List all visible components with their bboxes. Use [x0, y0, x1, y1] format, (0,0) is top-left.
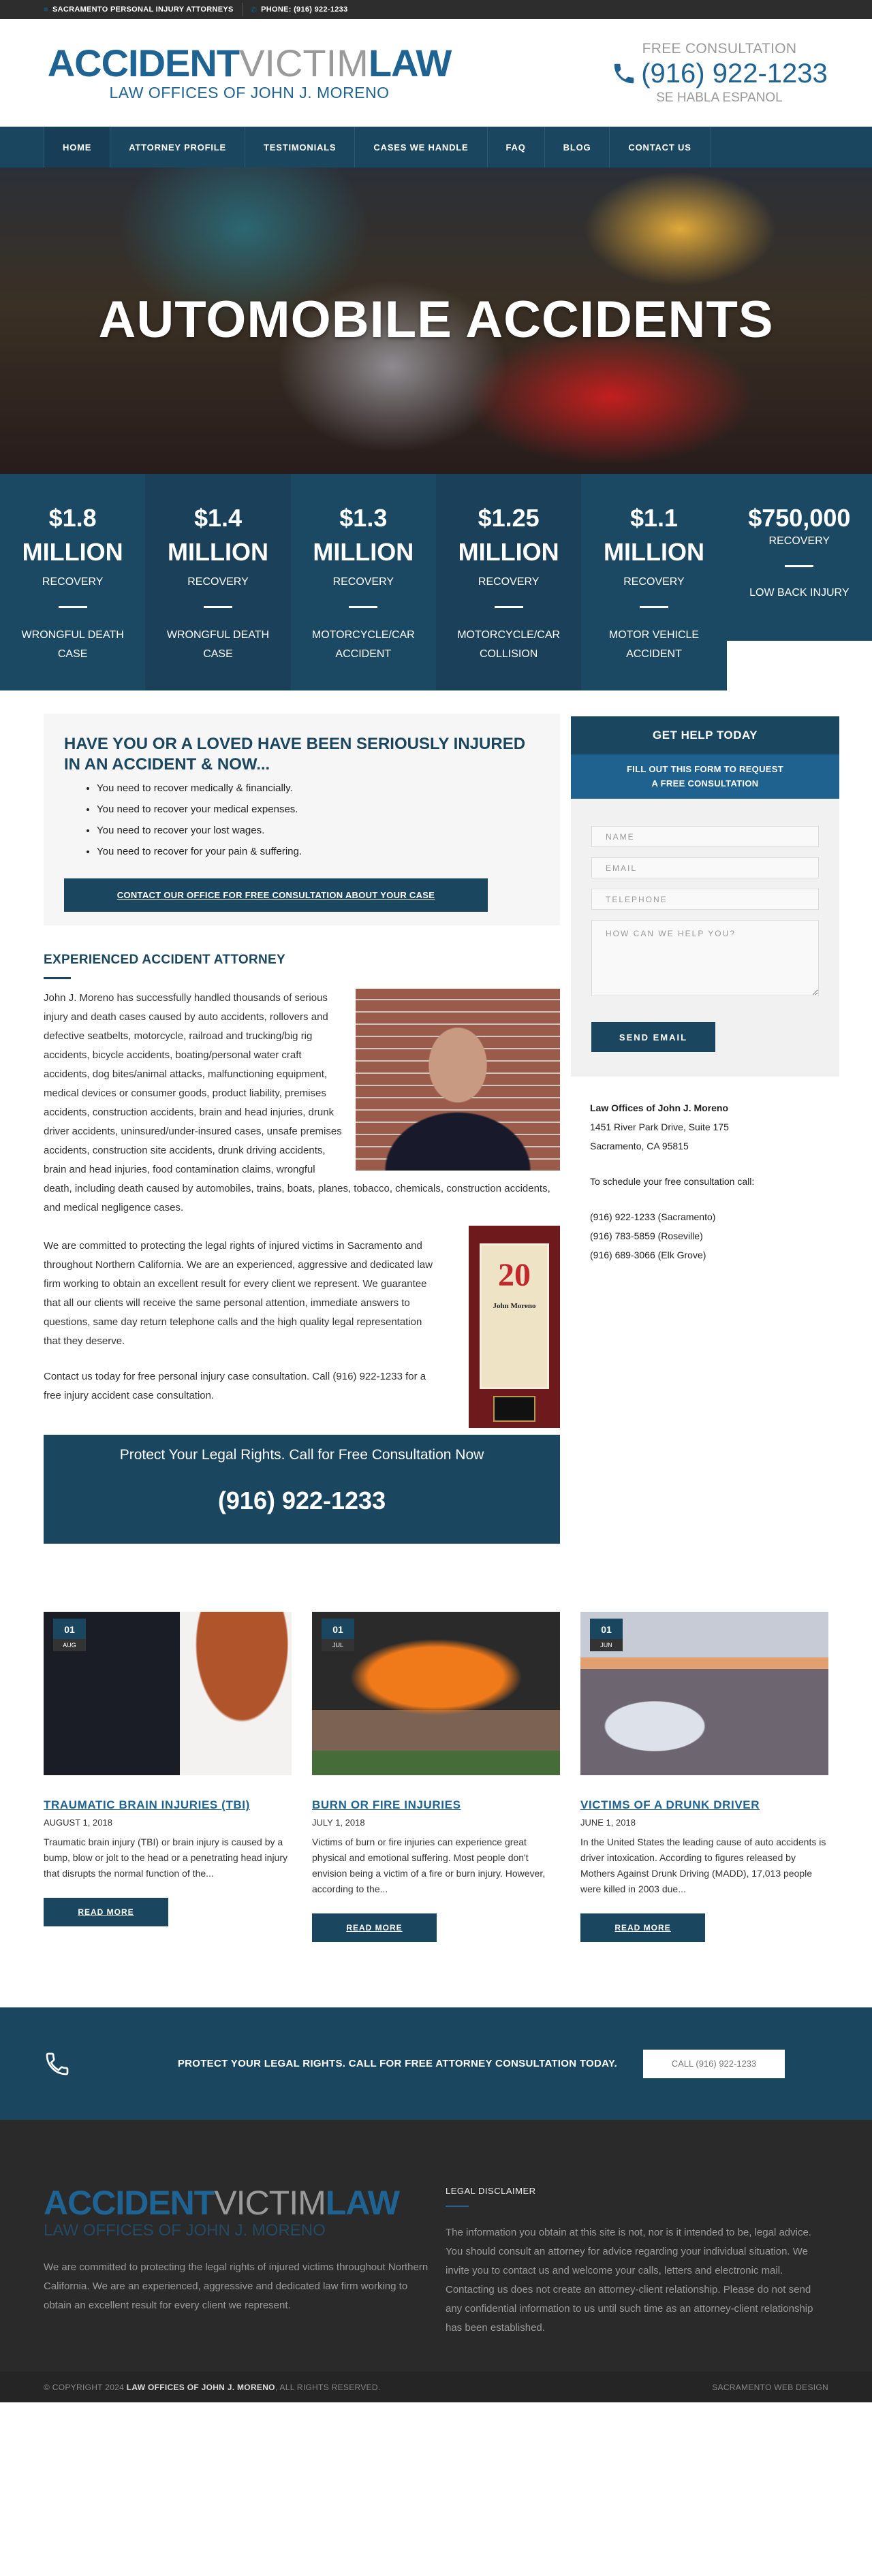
call-box-text: Protect Your Legal Rights. Call for Free Consultation Now — [119, 1447, 484, 1463]
read-more-button[interactable]: READ MORE — [312, 1913, 437, 1942]
experience-paragraph: John J. Moreno has successfully handled thousands of serious injury and death cases caused by auto accidents, rollovers and defective seatbelts, motorcycle, railroad and trucking/big rig accidents, bicycle accidents, boating/personal water craft accidents, dog bites/animal attacks, malfunctioning equipment, medical devices or consumer goods, product liability, premises accidents, construction accidents, brain and head injuries, drunk driver accidents, uninsured/under-insured cases, unsafe premises accidents, construction site accidents, drunk driving accidents, brain and head injuries, food contamination claims, wrongful death, including death caused by automobiles, trains, boats, planes, tobacco, chemicals, construction accidents, and medical negligence cases. — [44, 992, 550, 1213]
stat-case: ACCIDENT — [335, 648, 392, 660]
spacer — [590, 1191, 820, 1207]
date-day: 01 — [590, 1619, 623, 1639]
stat-unit: MILLION — [313, 538, 414, 566]
stat-unit: MILLION — [168, 538, 268, 566]
stat-amount: $1.8 — [48, 504, 97, 532]
stat-amount: $1.25 — [478, 504, 540, 532]
nav-faq[interactable]: FAQ — [487, 127, 544, 168]
stat-divider — [785, 565, 813, 567]
list-item: • You need to recover your lost wages. — [97, 820, 540, 841]
office-name: Law Offices of John J. Moreno — [590, 1102, 729, 1113]
disclaimer-title: LEGAL DISCLAIMER — [446, 2186, 536, 2196]
commitment-paragraph: We are committed to protecting the legal rights of injured victims in Sacramento and throughout Northern California. We are an experienced, aggressive and dedicated law firm working to obtain an excellent result for every client we represent. We guarantee that all our clients will receive the same personal attention, immediate answers to questions, same day return telephone calls and the high quality legal representation that they deserve. — [44, 1240, 433, 1347]
web-design-credit-link[interactable]: SACRAMENTO WEB DESIGN — [712, 2382, 828, 2392]
date-day: 01 — [322, 1619, 354, 1639]
consultation-form — [571, 799, 839, 1077]
office-city: Sacramento, CA 95815 — [590, 1141, 689, 1151]
footer-logo-wordmark — [44, 2186, 432, 2220]
copyright-prefix: © COPYRIGHT 2024 — [44, 2382, 127, 2392]
blog-date: JUNE 1, 2018 — [580, 1817, 636, 1828]
stat-amount: $1.3 — [339, 504, 388, 532]
phone-icon — [44, 2050, 71, 2078]
blog-title[interactable]: TRAUMATIC BRAIN INJURIES (TBI) — [44, 1798, 250, 1811]
divider — [242, 3, 243, 16]
copyright-name[interactable]: LAW OFFICES OF JOHN J. MORENO — [126, 2382, 275, 2392]
blog-date: AUGUST 1, 2018 — [44, 1817, 112, 1828]
stat-label: RECOVERY — [768, 535, 830, 547]
email-input[interactable] — [591, 857, 819, 878]
free-consultation-label: FREE CONSULTATION — [642, 40, 797, 57]
stat-case: ACCIDENT — [626, 648, 682, 660]
stat-unit: MILLION — [458, 538, 559, 566]
recovery-stats — [0, 474, 872, 690]
logo-victim: VICTIM — [214, 2184, 326, 2222]
award-plaque-image — [469, 1226, 560, 1428]
cta-band — [0, 2007, 872, 2120]
site-logo[interactable] — [45, 41, 454, 102]
contact-paragraph: Contact us today for free personal injury case consultation. Call (916) 922-1233 for a free injury accident case consultation. — [44, 1371, 426, 1401]
spanish-label: SE HABLA ESPANOL — [656, 90, 783, 105]
list-item: • You need to recover your medical expenses. — [97, 799, 540, 820]
telephone-input[interactable] — [591, 889, 819, 910]
spacer — [590, 1156, 820, 1172]
building-icon: ■ — [44, 5, 48, 14]
footer-logo[interactable] — [44, 2186, 432, 2240]
footer-disclaimer — [446, 2186, 827, 2372]
experience-heading: EXPERIENCED ACCIDENT ATTORNEY — [44, 953, 285, 967]
blog-card — [580, 1612, 828, 1942]
list-item: • You need to recover for your pain & suffering. — [97, 841, 540, 862]
top-bar — [0, 0, 872, 19]
stat-divider — [349, 606, 377, 608]
call-box-phone[interactable]: (916) 922-1233 — [217, 1486, 386, 1514]
stat-label: RECOVERY — [187, 576, 249, 588]
blog-excerpt: Victims of burn or fire injuries can experience great physical and emotional suffering. Most people don't envision being a victim of a fire or burn injury. However, according to the... — [312, 1836, 546, 1894]
phone-item[interactable] — [251, 5, 348, 14]
site-header — [0, 19, 872, 127]
stat-case: CASE — [203, 648, 233, 660]
date-day: 01 — [53, 1619, 86, 1639]
intro-box — [44, 714, 560, 925]
experience-section — [44, 953, 560, 1544]
award-number: 20 — [498, 1257, 531, 1293]
stat-card — [436, 474, 581, 690]
date-month: JUN — [590, 1639, 623, 1651]
logo-subtitle: LAW OFFICES OF JOHN J. MORENO — [109, 83, 390, 101]
stat-card — [727, 474, 872, 641]
schedule-text: To schedule your free consultation call: — [590, 1176, 755, 1187]
blog-title[interactable]: VICTIMS OF A DRUNK DRIVER — [580, 1798, 760, 1811]
nav-testimonials[interactable]: TESTIMONIALS — [245, 127, 354, 168]
main-nav — [0, 127, 872, 168]
stat-case: WRONGFUL DEATH — [166, 629, 270, 641]
left-column — [44, 716, 560, 1544]
office-info — [571, 1077, 839, 1286]
logo-accident: ACCIDENT — [47, 41, 240, 84]
message-textarea[interactable] — [591, 920, 819, 996]
read-more-button[interactable]: READ MORE — [580, 1913, 705, 1942]
date-badge — [322, 1619, 354, 1651]
footer-about-text: We are committed to protecting the legal rights of injured victims throughout Northern California. We are an experienced, aggressive and dedicated law firm working to obtain an excellent result for every client we represent. — [44, 2261, 429, 2311]
stat-case: LOW BACK INJURY — [749, 587, 850, 599]
logo-wordmark — [47, 41, 452, 84]
logo-law: LAW — [368, 41, 452, 84]
nav-cases-we-handle[interactable]: CASES WE HANDLE — [354, 127, 486, 168]
heading-underline — [446, 2206, 469, 2207]
stat-case: WRONGFUL DEATH — [21, 629, 124, 641]
blog-excerpt: Traumatic brain injury (TBI) or brain injury is caused by a bump, blow or jolt to the head or a penetrating head injury that disrupts the normal function of the... — [44, 1836, 288, 1879]
stat-amount: $750,000 — [748, 504, 851, 532]
form-subtitle-line: A FREE CONSULTATION — [651, 778, 759, 789]
stat-divider — [204, 606, 232, 608]
main-content — [0, 690, 872, 1544]
read-more-button[interactable]: READ MORE — [44, 1898, 168, 1926]
call-box — [44, 1435, 560, 1544]
hero-title: AUTOMOBILE ACCIDENTS — [98, 291, 774, 349]
office-address: 1451 River Park Drive, Suite 175 — [590, 1122, 729, 1132]
blog-excerpt: In the United States the leading cause of auto accidents is driver intoxication. According to figures released by Mothers Against Drunk Driving (MADD), 17,013 people were killed in 2003 due... — [580, 1836, 826, 1894]
stat-card — [581, 474, 726, 690]
nav-attorney-profile[interactable]: ATTORNEY PROFILE — [110, 127, 245, 168]
phone-icon — [611, 59, 637, 88]
blog-image[interactable] — [580, 1612, 828, 1775]
phone-roseville[interactable]: (916) 783-5859 (Roseville) — [590, 1230, 703, 1241]
stat-case: MOTOR VEHICLE — [608, 629, 700, 641]
hero-banner — [0, 168, 872, 474]
header-contact — [610, 41, 828, 106]
stat-card — [291, 474, 436, 690]
date-month: AUG — [53, 1639, 86, 1651]
stat-case: COLLISION — [479, 648, 538, 660]
tagline-text: SACRAMENTO PERSONAL INJURY ATTORNEYS — [52, 5, 234, 14]
form-title: GET HELP TODAY — [571, 716, 839, 754]
intro-heading: HAVE YOU OR A LOVED HAVE BEEN SERIOUSLY INJURED IN AN ACCIDENT & NOW... — [64, 735, 526, 774]
footer-logo-subtitle: LAW OFFICES OF JOHN J. MORENO — [44, 2221, 326, 2240]
award-certificate — [480, 1243, 549, 1389]
footer-about — [44, 2186, 432, 2372]
header-phone[interactable] — [610, 59, 828, 89]
stat-card — [145, 474, 290, 690]
logo-law: LAW — [325, 2184, 399, 2222]
stat-case: MOTORCYCLE/CAR — [311, 629, 415, 641]
blog-date: JULY 1, 2018 — [312, 1817, 365, 1828]
stat-card — [0, 474, 145, 690]
site-footer — [0, 2120, 872, 2372]
blog-card — [44, 1612, 292, 1942]
logo-victim: VICTIM — [239, 41, 369, 84]
stat-amount: $1.1 — [629, 504, 679, 532]
phone-elk-grove[interactable]: (916) 689-3066 (Elk Grove) — [590, 1250, 706, 1260]
form-subtitle — [571, 754, 839, 799]
nav-home[interactable]: HOME — [44, 127, 110, 168]
call-button[interactable]: CALL (916) 922-1233 — [643, 2050, 785, 2078]
list-item: • You need to recover medically & financially. — [97, 778, 540, 799]
blog-card — [312, 1612, 560, 1942]
blog-image[interactable] — [44, 1612, 292, 1775]
stat-label: RECOVERY — [478, 576, 540, 588]
attorney-photo — [356, 989, 560, 1171]
copyright-bar — [0, 2372, 872, 2402]
date-badge — [590, 1619, 623, 1651]
stat-divider — [59, 606, 87, 608]
nav-contact-us[interactable]: CONTACT US — [609, 127, 710, 168]
stat-label: RECOVERY — [42, 576, 104, 588]
stat-case: MOTORCYCLE/CAR — [457, 629, 561, 641]
date-month: JUL — [322, 1639, 354, 1651]
form-subtitle-line: FILL OUT THIS FORM TO REQUEST — [627, 764, 783, 774]
disclaimer-text: The information you obtain at this site is not, nor is it intended to be, legal advice. You should consult an attorney for advice regarding your individual situation. We invite you to contact us and welcome your calls, letters and electronic mail. Contacting us does not create an attorney-client relationship. Please do not send any confidential information to us until such time as an attorney-client relationship has been established. — [446, 2227, 813, 2334]
stat-unit: MILLION — [603, 538, 704, 566]
heading-underline — [44, 977, 71, 979]
blog-title[interactable]: BURN OR FIRE INJURIES — [312, 1798, 461, 1811]
copyright-text — [44, 2383, 380, 2392]
tagline-item — [44, 5, 234, 14]
date-badge — [53, 1619, 86, 1651]
blog-image[interactable] — [312, 1612, 560, 1775]
stat-amount: $1.4 — [193, 504, 243, 532]
phone-icon: ✆ — [250, 5, 258, 14]
nav-blog[interactable]: BLOG — [544, 127, 610, 168]
award-name: John Moreno — [493, 1302, 536, 1310]
phone-sacramento[interactable]: (916) 922-1233 (Sacramento) — [590, 1211, 716, 1222]
name-input[interactable] — [591, 826, 819, 847]
stat-label: RECOVERY — [332, 576, 394, 588]
header-phone-number[interactable]: (916) 922-1233 — [641, 58, 828, 89]
stat-unit: MILLION — [22, 538, 123, 566]
blog-section — [0, 1544, 872, 1942]
stat-divider — [640, 606, 668, 608]
logo-accident: ACCIDENT — [44, 2184, 215, 2222]
contact-office-button[interactable]: CONTACT OUR OFFICE FOR FREE CONSULTATION ABOUT YOUR CASE — [64, 878, 488, 912]
copyright-suffix: , ALL RIGHTS RESERVED. — [275, 2382, 381, 2392]
stat-divider — [495, 606, 523, 608]
award-nameplate — [493, 1396, 535, 1422]
send-email-button[interactable]: SEND EMAIL — [591, 1022, 715, 1052]
stat-case: CASE — [57, 648, 88, 660]
right-sidebar — [571, 716, 839, 1544]
stat-label: RECOVERY — [623, 576, 685, 588]
intro-list — [97, 778, 540, 862]
cta-message: PROTECT YOUR LEGAL RIGHTS. CALL FOR FREE ATTORNEY CONSULTATION TODAY. — [177, 2057, 617, 2069]
phone-text[interactable]: PHONE: (916) 922-1233 — [261, 5, 348, 14]
